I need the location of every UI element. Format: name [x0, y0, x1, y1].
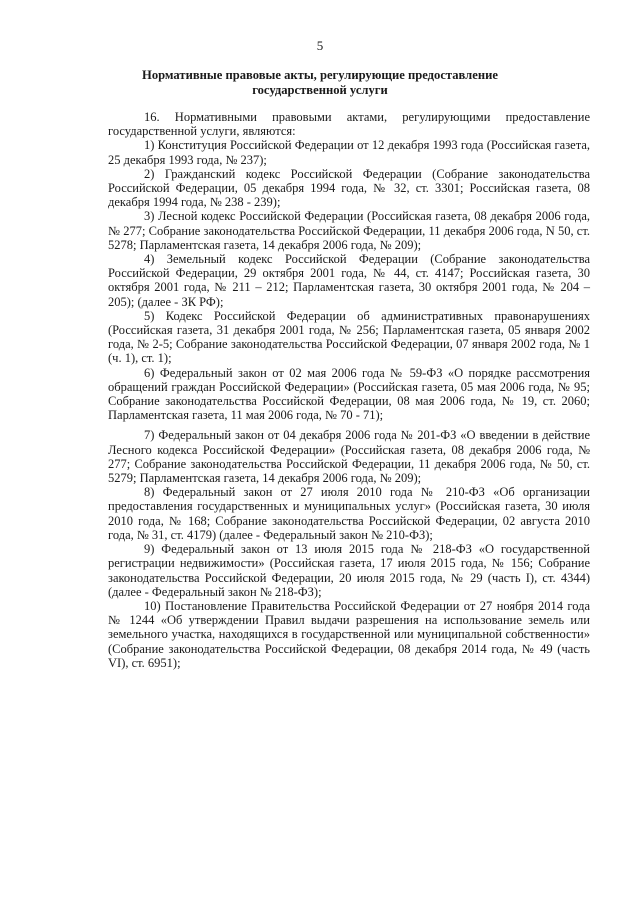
list-item-2: 2) Гражданский кодекс Российской Федерации (Собрание законодательства Российской Федерации, 05 декабря 1994 года, № 32, ст. 3301; Российская газета, 08 декабря 1994 года, № 238 - 239);: [108, 166, 590, 210]
paragraph-intro: 16. Нормативными правовыми актами, регулирующими предоставление государственной услуги, являются:: [108, 110, 590, 139]
list-item-3: 3) Лесной кодекс Российской Федерации (Российская газета, 08 декабря 2006 года, № 277; Собрание законодательства Российской Федерации, 11 декабря 2006 года, N 50, ст. 5278; Парламентская газета, 14 декабря 2006 года, № 209);: [108, 209, 590, 252]
list-item-1: 1) Конституция Российской Федерации от 12 декабря 1993 года (Российская газета, 25 декабря 1993 года, № 237);: [108, 138, 590, 167]
list-item-5: 5) Кодекс Российской Федерации об административных правонарушениях (Российская газета, 31 декабря 2001 года, № 256; Парламентская газета, 05 января 2002 года, № 2-5; Собрание законодательства Российской Федерации, 07 января 2002 года, № 1 (ч. 1), ст. 1);: [108, 308, 590, 366]
body-text: [108, 110, 590, 670]
section-heading-line-1: Нормативные правовые акты, регулирующие предоставление: [142, 68, 498, 82]
page-number: 5: [316, 38, 324, 53]
list-item-6: 6) Федеральный закон от 02 мая 2006 года № 59-ФЗ «О порядке рассмотрения обращений граждан Российской Федерации» (Российская газета, 05 мая 2006 года, № 95; Собрание законодательства Российской Федерации, 08 мая 2006 года, № 19, ст. 2060; Парламентская газета, 11 мая 2006 года, № 70 - 71);: [108, 365, 590, 423]
list-item-9: 9) Федеральный закон от 13 июля 2015 года № 218-ФЗ «О государственной регистрации недвижимости» (Российская газета, 17 июля 2015 года, № 156; Собрание законодательства Российской Федерации, 20 июля 2015 года, № 29 (часть I), ст. 4344) (далее - Федеральный закон № 218-ФЗ);: [108, 542, 590, 599]
section-heading: [120, 68, 520, 98]
list-item-10: 10) Постановление Правительства Российской Федерации от 27 ноября 2014 года № 1244 «Об утверждении Правил выдачи разрешения на использование земель или земельного участка, находящихся в государственной или муниципальной собственности» (Собрание законодательства Российской Федерации, 08 декабря 2014 года, № 49 (часть VI), ст. 6951);: [108, 598, 590, 670]
list-item-8: 8) Федеральный закон от 27 июля 2010 года № 210-ФЗ «Об организации предоставления государственных и муниципальных услуг» (Российская газета, 30 июля 2010 года, № 168; Собрание законодательства Российской Федерации, 02 августа 2010 года, № 31, ст. 4179) (далее - Федеральный закон № 210-ФЗ);: [108, 485, 590, 542]
list-item-7: 7) Федеральный закон от 04 декабря 2006 года № 201-ФЗ «О введении в действие Лесного кодекса Российской Федерации» (Российская газета, 08 декабря 2006 года, № 277; Собрание законодательства Российской Федерации, 11 декабря 2006 года, № 50, ст. 5279; Парламентская газета, 14 декабря 2006 года, № 209);: [108, 428, 590, 486]
section-heading-line-2: государственной услуги: [252, 83, 388, 97]
list-item-4: 4) Земельный кодекс Российской Федерации (Собрание законодательства Российской Федерации, 29 октября 2001 года, № 44, ст. 4147; Российская газета, 30 октября 2001 года, № 211 – 212; Парламентская газета, 30 октября 2001 года, № 204 – 205); (далее - ЗК РФ);: [108, 252, 590, 309]
